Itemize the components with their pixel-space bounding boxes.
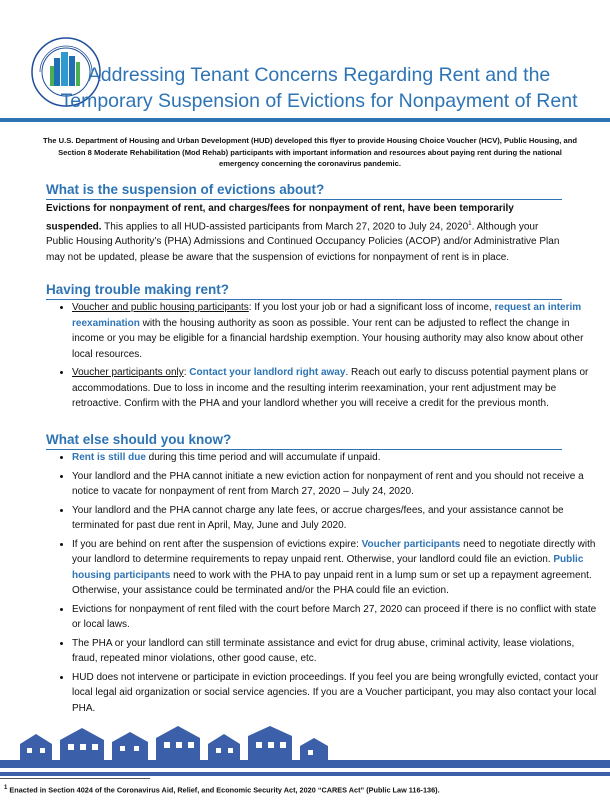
intro-paragraph: The U.S. Department of Housing and Urban Development (HUD) developed this flyer to provide Housing Choice Voucher (HCV), Public Housing, and Section 8 Moderate Rehabilitation (Mod Rehab) participants with important information and resources about paying rent during the national emergency concerning the coronavirus pandemic. [43,136,577,168]
list-item [72,450,602,466]
suspension-paragraph [46,201,566,265]
suspension-text-b: . Although your Public Housing Authority’s (PHA) Admissions and Continued Occupancy Policies (ACOP) and/or Administrative Plan may not be updated, please be aware that the suspension of evictions for nonpayment of rent is in place. [46,220,560,263]
footnote-number: 1 [4,785,8,791]
list-item [72,365,602,412]
list-item [72,537,602,599]
contact-landlord-link: Contact your landlord right away [189,367,346,378]
trouble-bullet-list [46,300,602,415]
list-item: • HUD does not intervene or participate in eviction proceedings. If you feel you are being wrongfully evicted, contact your local legal aid organization or social service agencies. If you are a Voucher participant, you may also contact your local PHA. [72,670,602,717]
bullet-text: with the housing authority as soon as possible. Your rent can be adjusted to reflect the change in income or you may be eligible for a financial hardship exemption. Your housing authority may also know about other local resources. [72,317,584,360]
list-item: • Evictions for nonpayment of rent filed with the court before March 27, 2020 can proceed if there is no conflict with state or local laws. [72,602,602,633]
list-item [72,300,602,362]
bullet-text: : If you lost your job or had a significant loss of income, [248,302,495,313]
section-divider [46,199,562,200]
list-item: • Your landlord and the PHA cannot charge any late fees, or accrue charges/fees, and your assistance cannot be terminated for past due rent in April, May, June and July 2020. [72,503,602,534]
list-item: • Your landlord and the PHA cannot initiate a new eviction action for nonpayment of rent and you should not receive a notice to vacate for nonpayment of rent from March 27, 2020 – July 24, 2020. [72,469,602,500]
bullet-text: If you are behind on rent after the suspension of evictions expire: [72,538,362,550]
bullet-text: need to work with the PHA to pay unpaid rent in a lump sum or set up a repayment agreement. Otherwise, your assistance could be terminated and/or the PHA could file an eviction. [72,569,592,596]
rent-due-text: Rent is still due [72,452,146,463]
title-line-2: Temporary Suspension of Evictions for Nonpayment of Rent [60,90,578,112]
houses-skyline-graphic [0,722,610,782]
footnote-text: Enacted in Section 4024 of the Coronavirus Aid, Relief, and Economic Security Act, 2020 “CARES Act” (Public Law 116-136). [7,785,440,795]
title-line-1: Addressing Tenant Concerns Regarding Rent and the [87,64,551,86]
bullet-text: during this time period and will accumulate if unpaid. [145,452,381,463]
suspension-text-a: This applies to all HUD-assisted participants from March 27, 2020 to July 24, 2020 [101,220,469,232]
bullet-text: : [183,367,190,378]
footnote [4,785,440,794]
interim-reexam-link: request an interim reexamination [72,302,582,329]
bullet-label: Voucher and public housing participants [72,302,249,313]
page-title [34,62,604,114]
what-else-bullet-list [46,450,602,719]
public-housing-participants-text: Public housing participants [72,554,584,581]
suspension-bold-text: Evictions for nonpayment of rent, and charges/fees for nonpayment of rent, have been temporarily suspended. [46,203,514,232]
list-item: • The PHA or your landlord can still terminate assistance and evict for drug abuse, criminal activity, lease violations, fraud, repeated minor violations, other good cause, etc. [72,636,602,667]
footnote-marker: 1 [468,220,472,227]
section-heading-suspension: What is the suspension of evictions about? [46,182,325,197]
voucher-participants-text: Voucher participants [361,538,461,550]
bullet-text: . Reach out early to discuss potential payment plans or accommodations. Due to loss in income and the resulting interim reexamination, your rent adjustment may be retroactive. Confirm with the PHA and your landlord whether you will receive a credit for the previous month. [72,367,589,409]
footnote-divider [0,778,150,779]
title-divider [0,118,610,122]
section-heading-trouble: Having trouble making rent? [46,282,230,297]
bullet-label: Voucher participants only [72,367,184,378]
section-heading-what-else: What else should you know? [46,432,232,447]
bullet-text: need to negotiate directly with your landlord to determine requirements to repay unpaid rent. Otherwise, your landlord could file an eviction. [72,538,596,565]
